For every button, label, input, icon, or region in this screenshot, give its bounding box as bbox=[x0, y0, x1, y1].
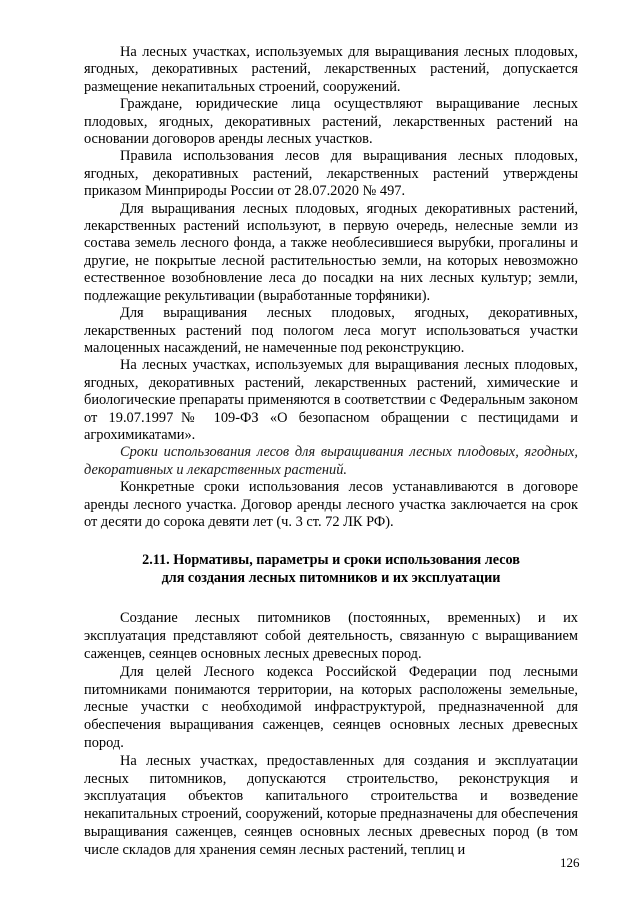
spacer bbox=[84, 531, 578, 551]
paragraph: Для целей Лесного кодекса Российской Федерации под лесными питомниками понимаются территории, на которых расположены земельные, лесные участки с необходимой инфраструктурой, предназначенной для обеспечения выращивания саженцев, сеянцев основных лесных древесных пород. bbox=[84, 663, 578, 751]
italic-subheading: Сроки использования лесов для выращивания лесных плодовых, ягодных, декоративных и лекарственных растений. bbox=[84, 444, 578, 478]
paragraph: Граждане, юридические лица осуществляют выращивание лесных плодовых, ягодных, декоративных растений, лекарственных растений на основании договоров аренды лесных участков. bbox=[84, 96, 578, 148]
paragraph: На лесных участках, используемых для выращивания лесных плодовых, ягодных, декоративных растений, лекарственных растений, химические и биологические препараты применяются в соответствии с Федеральным законом от 19.07.1997№ 109-ФЗ «О безопасном обращении с пестицидами и агрохимикатами». bbox=[84, 357, 578, 443]
section-heading-line: для создания лесных питомников и их эксплуатации bbox=[161, 570, 501, 587]
paragraph: Конкретные сроки использования лесов устанавливаются в договоре аренды лесного участка. Договор аренды лесного участка заключается на срок от десяти до сорока девяти лет (ч. 3 ст. 72 ЛК РФ). bbox=[84, 479, 578, 530]
section-heading bbox=[84, 551, 578, 587]
paragraph: Для выращивания лесных плодовых, ягодных, декоративных, лекарственных растений под пологом леса могут использоваться участки малоценных насаждений, не намеченные под реконструкцию. bbox=[84, 305, 578, 356]
document-page bbox=[84, 44, 578, 860]
section-body bbox=[84, 610, 578, 859]
paragraph: Для выращивания лесных плодовых, ягодных декоративных растений, лекарственных растений используют, в первую очередь, нелесные земли из состава земель лесного фонда, а также необлесившиеся вырубки, прогалины и другие, не покрытые лесной растительностью земли, на которых невозможно естественное возобновление леса до посадки на них лесных культур; земли, подлежащие рекультивации (выработанные торфяники). bbox=[84, 200, 578, 304]
paragraph: На лесных участках, предоставленных для создания и эксплуатации лесных питомников, допускаются строительство, реконструкция и эксплуатация объектов капитального строительства и возведение некапитальных строений, сооружений, которые предназначены для обеспечения выращивания саженцев, сеянцев основных лесных древесных пород (в том числе складов для хранения семян лесных растений, теплиц и bbox=[84, 752, 578, 858]
page-number: 126 bbox=[560, 855, 580, 870]
section-heading-line: 2.11. Нормативы, параметры и сроки использования лесов bbox=[142, 552, 520, 569]
spacer bbox=[84, 587, 578, 609]
paragraph: Правила использования лесов для выращивания лесных плодовых, ягодных, декоративных растений, лекарственных растений утверждены приказом Минприроды России от 28.07.2020 № 497. bbox=[84, 148, 578, 200]
paragraph: На лесных участках, используемых для выращивания лесных плодовых, ягодных, декоративных растений, лекарственных растений, допускается размещение некапитальных строений, сооружений. bbox=[84, 44, 578, 95]
paragraph: Создание лесных питомников (постоянных, временных) и их эксплуатация представляют собой деятельность, связанную с выращиванием саженцев, сеянцев основных лесных древесных пород. bbox=[84, 610, 578, 662]
